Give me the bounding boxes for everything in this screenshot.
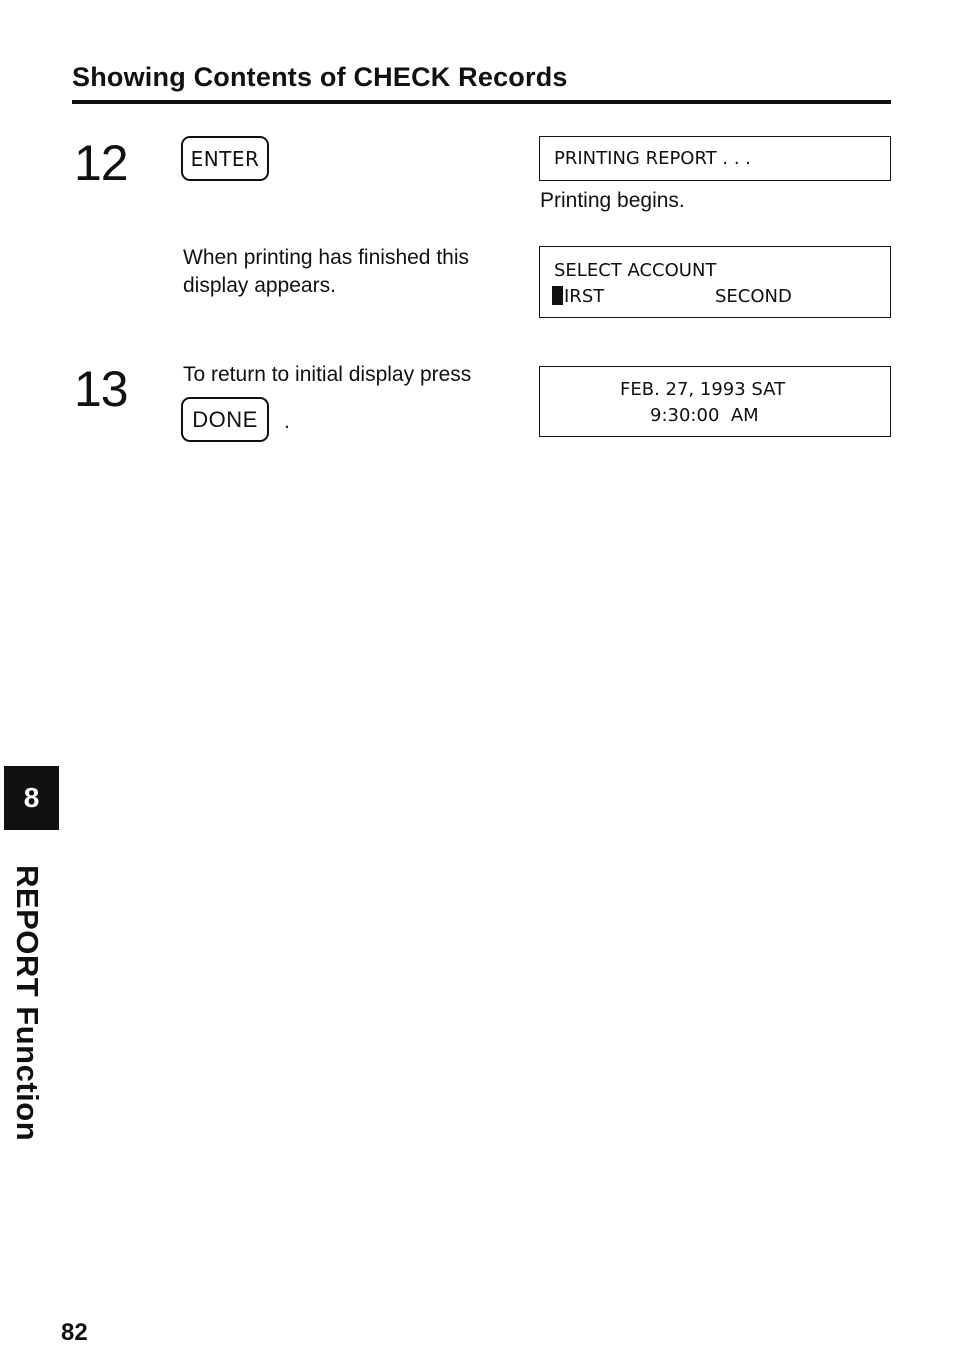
step-12-note-line-1: When printing has finished this (183, 246, 469, 269)
step-number-13: 13 (74, 361, 128, 417)
lcd-line-options (552, 284, 604, 310)
lcd-line: SELECT ACCOUNT (554, 260, 717, 281)
sentence-period: . (284, 410, 290, 433)
done-key: DONE (181, 397, 269, 442)
cursor-block-icon (552, 286, 563, 305)
step-13-instruction: To return to initial display press (183, 363, 472, 386)
chapter-label: REPORT Function (10, 865, 45, 1142)
printing-begins-text: Printing begins. (540, 189, 685, 212)
lcd-option-first: IRST (564, 286, 605, 307)
chapter-tab: 8 (4, 766, 59, 830)
step-12-note-line-2: display appears. (183, 274, 336, 297)
page-number: 82 (61, 1319, 88, 1346)
lcd-line: PRINTING REPORT . . . (554, 148, 751, 169)
lcd-option-second: SECOND (715, 286, 792, 307)
lcd-date: FEB. 27, 1993 SAT (620, 379, 786, 400)
step-number-12: 12 (74, 135, 128, 191)
title-divider (72, 100, 891, 104)
lcd-display-printing-report (539, 136, 891, 181)
lcd-time: 9:30:00 AM (650, 405, 759, 426)
lcd-display-date-time (539, 366, 891, 437)
section-title: Showing Contents of CHECK Records (72, 62, 568, 92)
enter-key: ENTER (181, 136, 269, 181)
lcd-display-select-account (539, 246, 891, 318)
